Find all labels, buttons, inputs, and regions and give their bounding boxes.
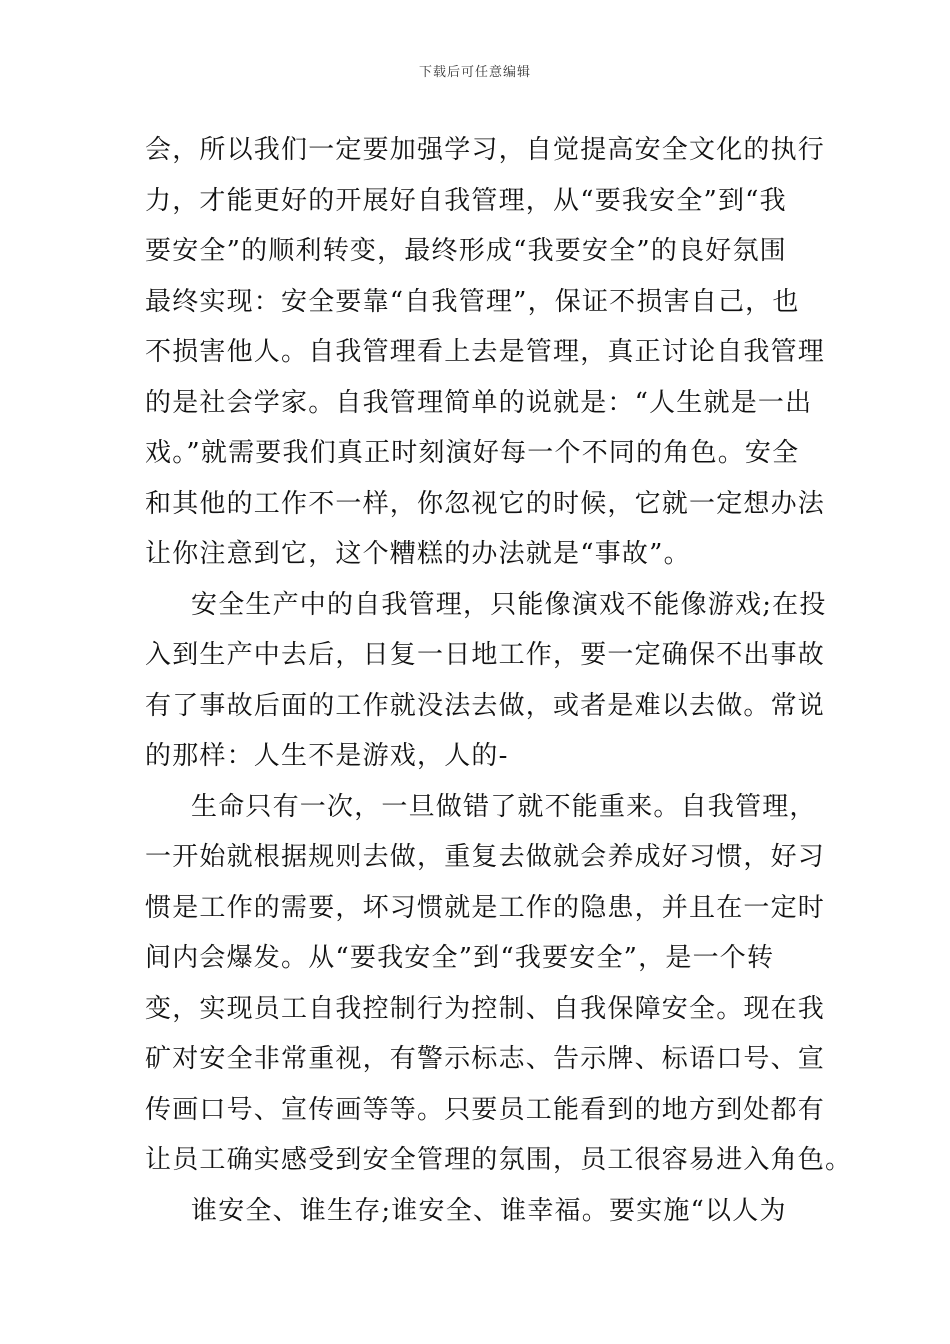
text-line: 传画口号、宣传画等等。只要员工能看到的地方到处都有 xyxy=(145,1094,826,1125)
text-line: 让你注意到它，这个糟糕的办法就是“事故”。 xyxy=(145,539,691,569)
text-line: 一开始就根据规则去做，重复去做就会养成好习惯，好习 xyxy=(145,842,826,872)
text-line: 让员工确实感受到安全管理的氛围，员工很容易进入角色。 xyxy=(145,1145,853,1175)
text-line: 安全生产中的自我管理，只能像演戏不能像游戏;在投 xyxy=(191,589,827,620)
text-line: 有了事故后面的工作就没法去做，或者是难以去做。常说 xyxy=(145,690,826,721)
text-line: 力，才能更好的开展好自我管理，从“要我安全”到“我 xyxy=(145,185,787,216)
text-line: 要安全”的顺利转变，最终形成“我要安全”的良好氛围 xyxy=(145,236,787,266)
text-line: 谁安全、谁生存;谁安全、谁幸福。要实施“以人为 xyxy=(191,1195,787,1226)
text-line: 生命只有一次，一旦做错了就不能重来。自我管理， xyxy=(191,791,817,822)
text-line: 戏。”就需要我们真正时刻演好每一个不同的角色。安全 xyxy=(145,438,800,468)
text-line: 不损害他人。自我管理看上去是管理，真正讨论自我管理 xyxy=(145,337,826,367)
text-line: 最终实现：安全要靠“自我管理”，保证不损害自己，也 xyxy=(145,286,800,317)
text-line: 会，所以我们一定要加强学习，自觉提高安全文化的执行 xyxy=(145,135,826,165)
text-line: 惯是工作的需要，坏习惯就是工作的隐患，并且在一定时 xyxy=(145,892,826,923)
paragraph-2 xyxy=(145,580,827,782)
paragraph-3 xyxy=(145,782,853,1186)
text-line: 的那样：人生不是游戏，人的- xyxy=(145,741,509,771)
page-header: 下载后可任意编辑 xyxy=(418,65,531,80)
text-line: 间内会爆发。从“要我安全”到“我要安全”，是一个转 xyxy=(145,943,775,973)
paragraph-4 xyxy=(145,1186,815,1237)
document-body xyxy=(145,125,853,1236)
paragraph-1 xyxy=(145,125,826,580)
text-line: 变，实现员工自我控制行为控制、自我保障安全。现在我 xyxy=(145,993,826,1024)
text-line: 入到生产中去后，日复一日地工作，要一定确保不出事故 xyxy=(145,640,826,670)
text-line: 和其他的工作不一样，你忽视它的时候，它就一定想办法 xyxy=(145,488,826,519)
text-line: 的是社会学家。自我管理简单的说就是：“人生就是一出 xyxy=(145,387,813,418)
text-line: 矿对安全非常重视，有警示标志、告示牌、标语口号、宣 xyxy=(145,1044,826,1074)
